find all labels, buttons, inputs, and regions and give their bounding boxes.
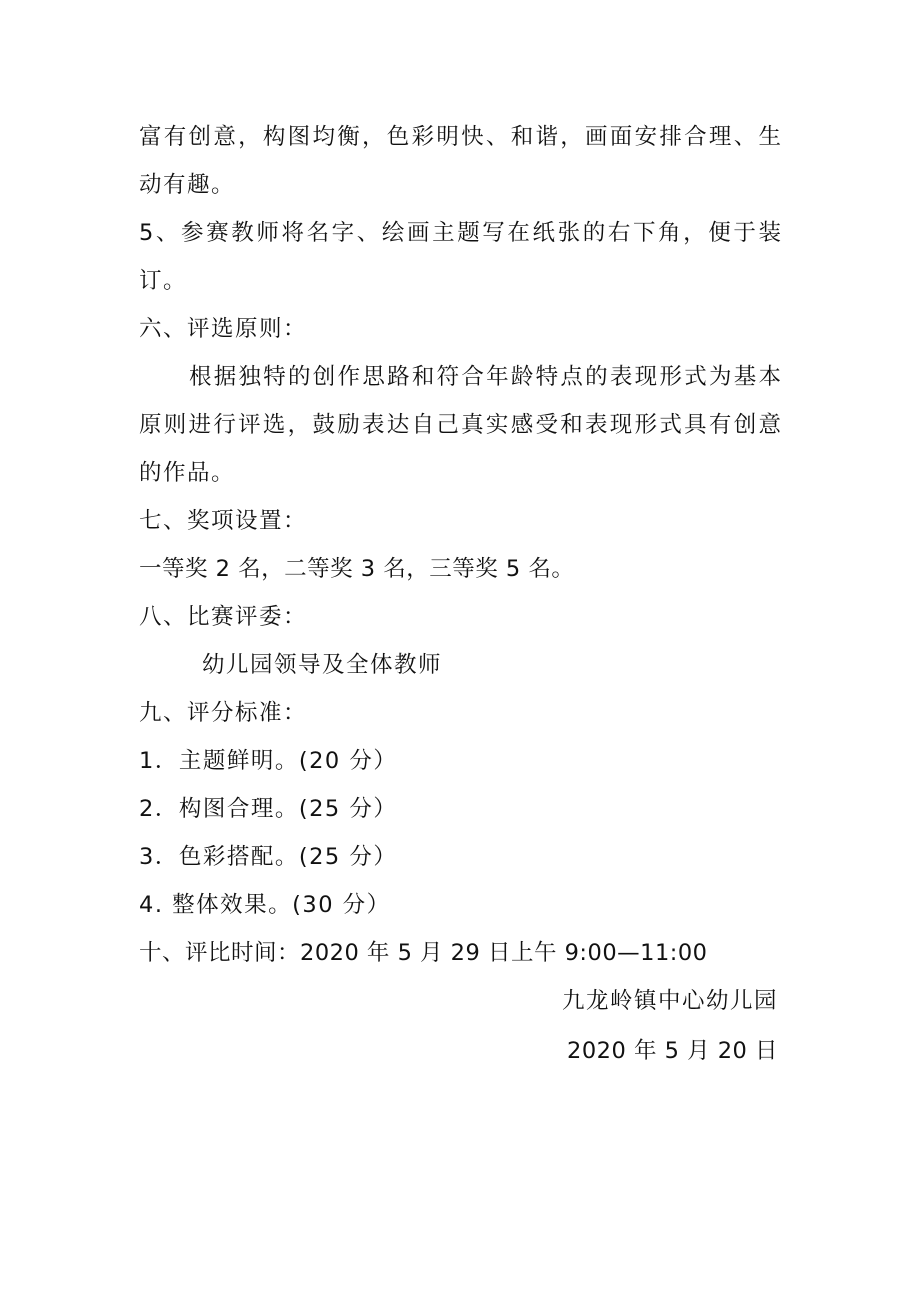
paragraph-line: 订。 bbox=[139, 268, 188, 294]
list-item: 2．构图合理。(25 分） bbox=[139, 796, 398, 822]
paragraph-line: 幼儿园领导及全体教师 bbox=[202, 652, 443, 678]
signature-date: 2020 年 5 月 20 日 bbox=[567, 1038, 778, 1064]
list-item: 5、参赛教师将名字、绘画主题写在纸张的右下角，便于装 bbox=[139, 220, 781, 246]
section-heading: 六、评选原则： bbox=[139, 316, 308, 342]
section-heading: 九、评分标准： bbox=[139, 700, 308, 726]
paragraph-line: 富有创意，构图均衡，色彩明快、和谐，画面安排合理、生 bbox=[139, 124, 781, 150]
section-heading: 八、比赛评委： bbox=[139, 604, 308, 630]
signature-organization: 九龙岭镇中心幼儿园 bbox=[561, 988, 778, 1014]
list-item: 4. 整体效果。(30 分） bbox=[139, 892, 391, 918]
section-heading: 十、评比时间：2020 年 5 月 29 日上午 9:00—11:00 bbox=[139, 940, 708, 966]
paragraph-line: 根据独特的创作思路和符合年龄特点的表现形式为基本 bbox=[189, 364, 781, 390]
list-item: 1．主题鲜明。(20 分） bbox=[139, 748, 398, 774]
list-item: 3．色彩搭配。(25 分） bbox=[139, 844, 398, 870]
paragraph-line: 的作品。 bbox=[139, 460, 236, 486]
section-heading: 七、奖项设置： bbox=[139, 508, 308, 534]
paragraph-line: 动有趣。 bbox=[139, 172, 236, 198]
paragraph-line: 原则进行评选，鼓励表达自己真实感受和表现形式具有创意 bbox=[139, 412, 781, 438]
paragraph-line: 一等奖 2 名，二等奖 3 名，三等奖 5 名。 bbox=[139, 556, 575, 582]
